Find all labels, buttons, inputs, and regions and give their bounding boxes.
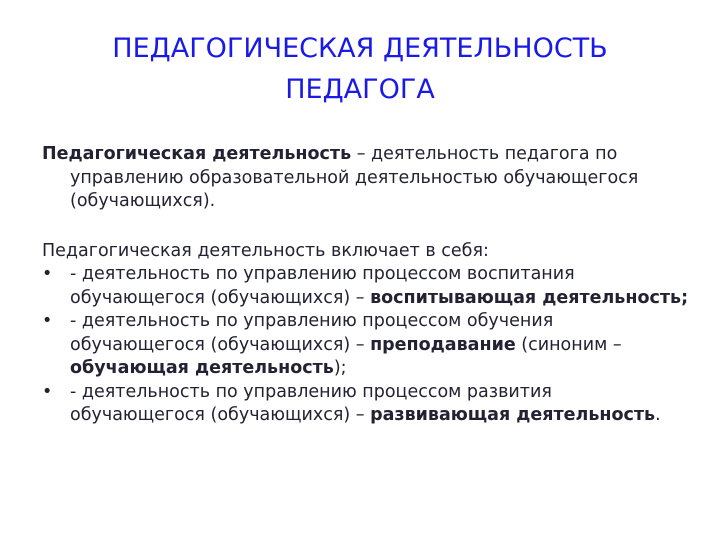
list-item [42,310,692,381]
slide-body [42,143,692,428]
bullet-text: - деятельность по управлению процессом воспитания обучающегося (обучающихся) – [70,264,575,308]
bullet-list [42,263,692,428]
bullet-bold-2: обучающая деятельность [70,358,334,378]
title-line-2: ПЕДАГОГА [285,74,435,105]
bullet-icon: • [42,311,53,331]
slide-title [40,28,680,110]
definition-text: – деятельность педагога по управлению образовательной деятельностью обучающегося (обучающихся). [70,144,639,211]
bullet-icon: • [42,381,53,402]
spacer [42,214,692,240]
bullet-text: - деятельность по управлению процессом обучения обучающегося (обучающихся) – [70,311,554,355]
definition-term: Педагогическая деятельность [42,144,352,164]
bullet-bold: развивающая деятельность [370,405,656,425]
bullet-bold: преподавание [370,334,516,355]
includes-intro: Педагогическая деятельность включает в себя: [42,240,489,261]
bullet-mid: (синоним – [515,334,622,355]
definition-paragraph [42,143,692,214]
title-line-1: ПЕДАГОГИЧЕСКАЯ ДЕЯТЕЛЬНОСТЬ [112,33,608,64]
bullet-icon: • [42,264,53,284]
bullet-tail: . [655,405,661,425]
list-item [42,381,692,428]
list-item [42,263,692,310]
bullet-tail: ); [333,358,347,378]
bullet-text: - деятельность по управлению процессом развития обучающегося (обучающихся) – [70,381,552,425]
bullet-bold: воспитывающая деятельность; [370,287,689,308]
